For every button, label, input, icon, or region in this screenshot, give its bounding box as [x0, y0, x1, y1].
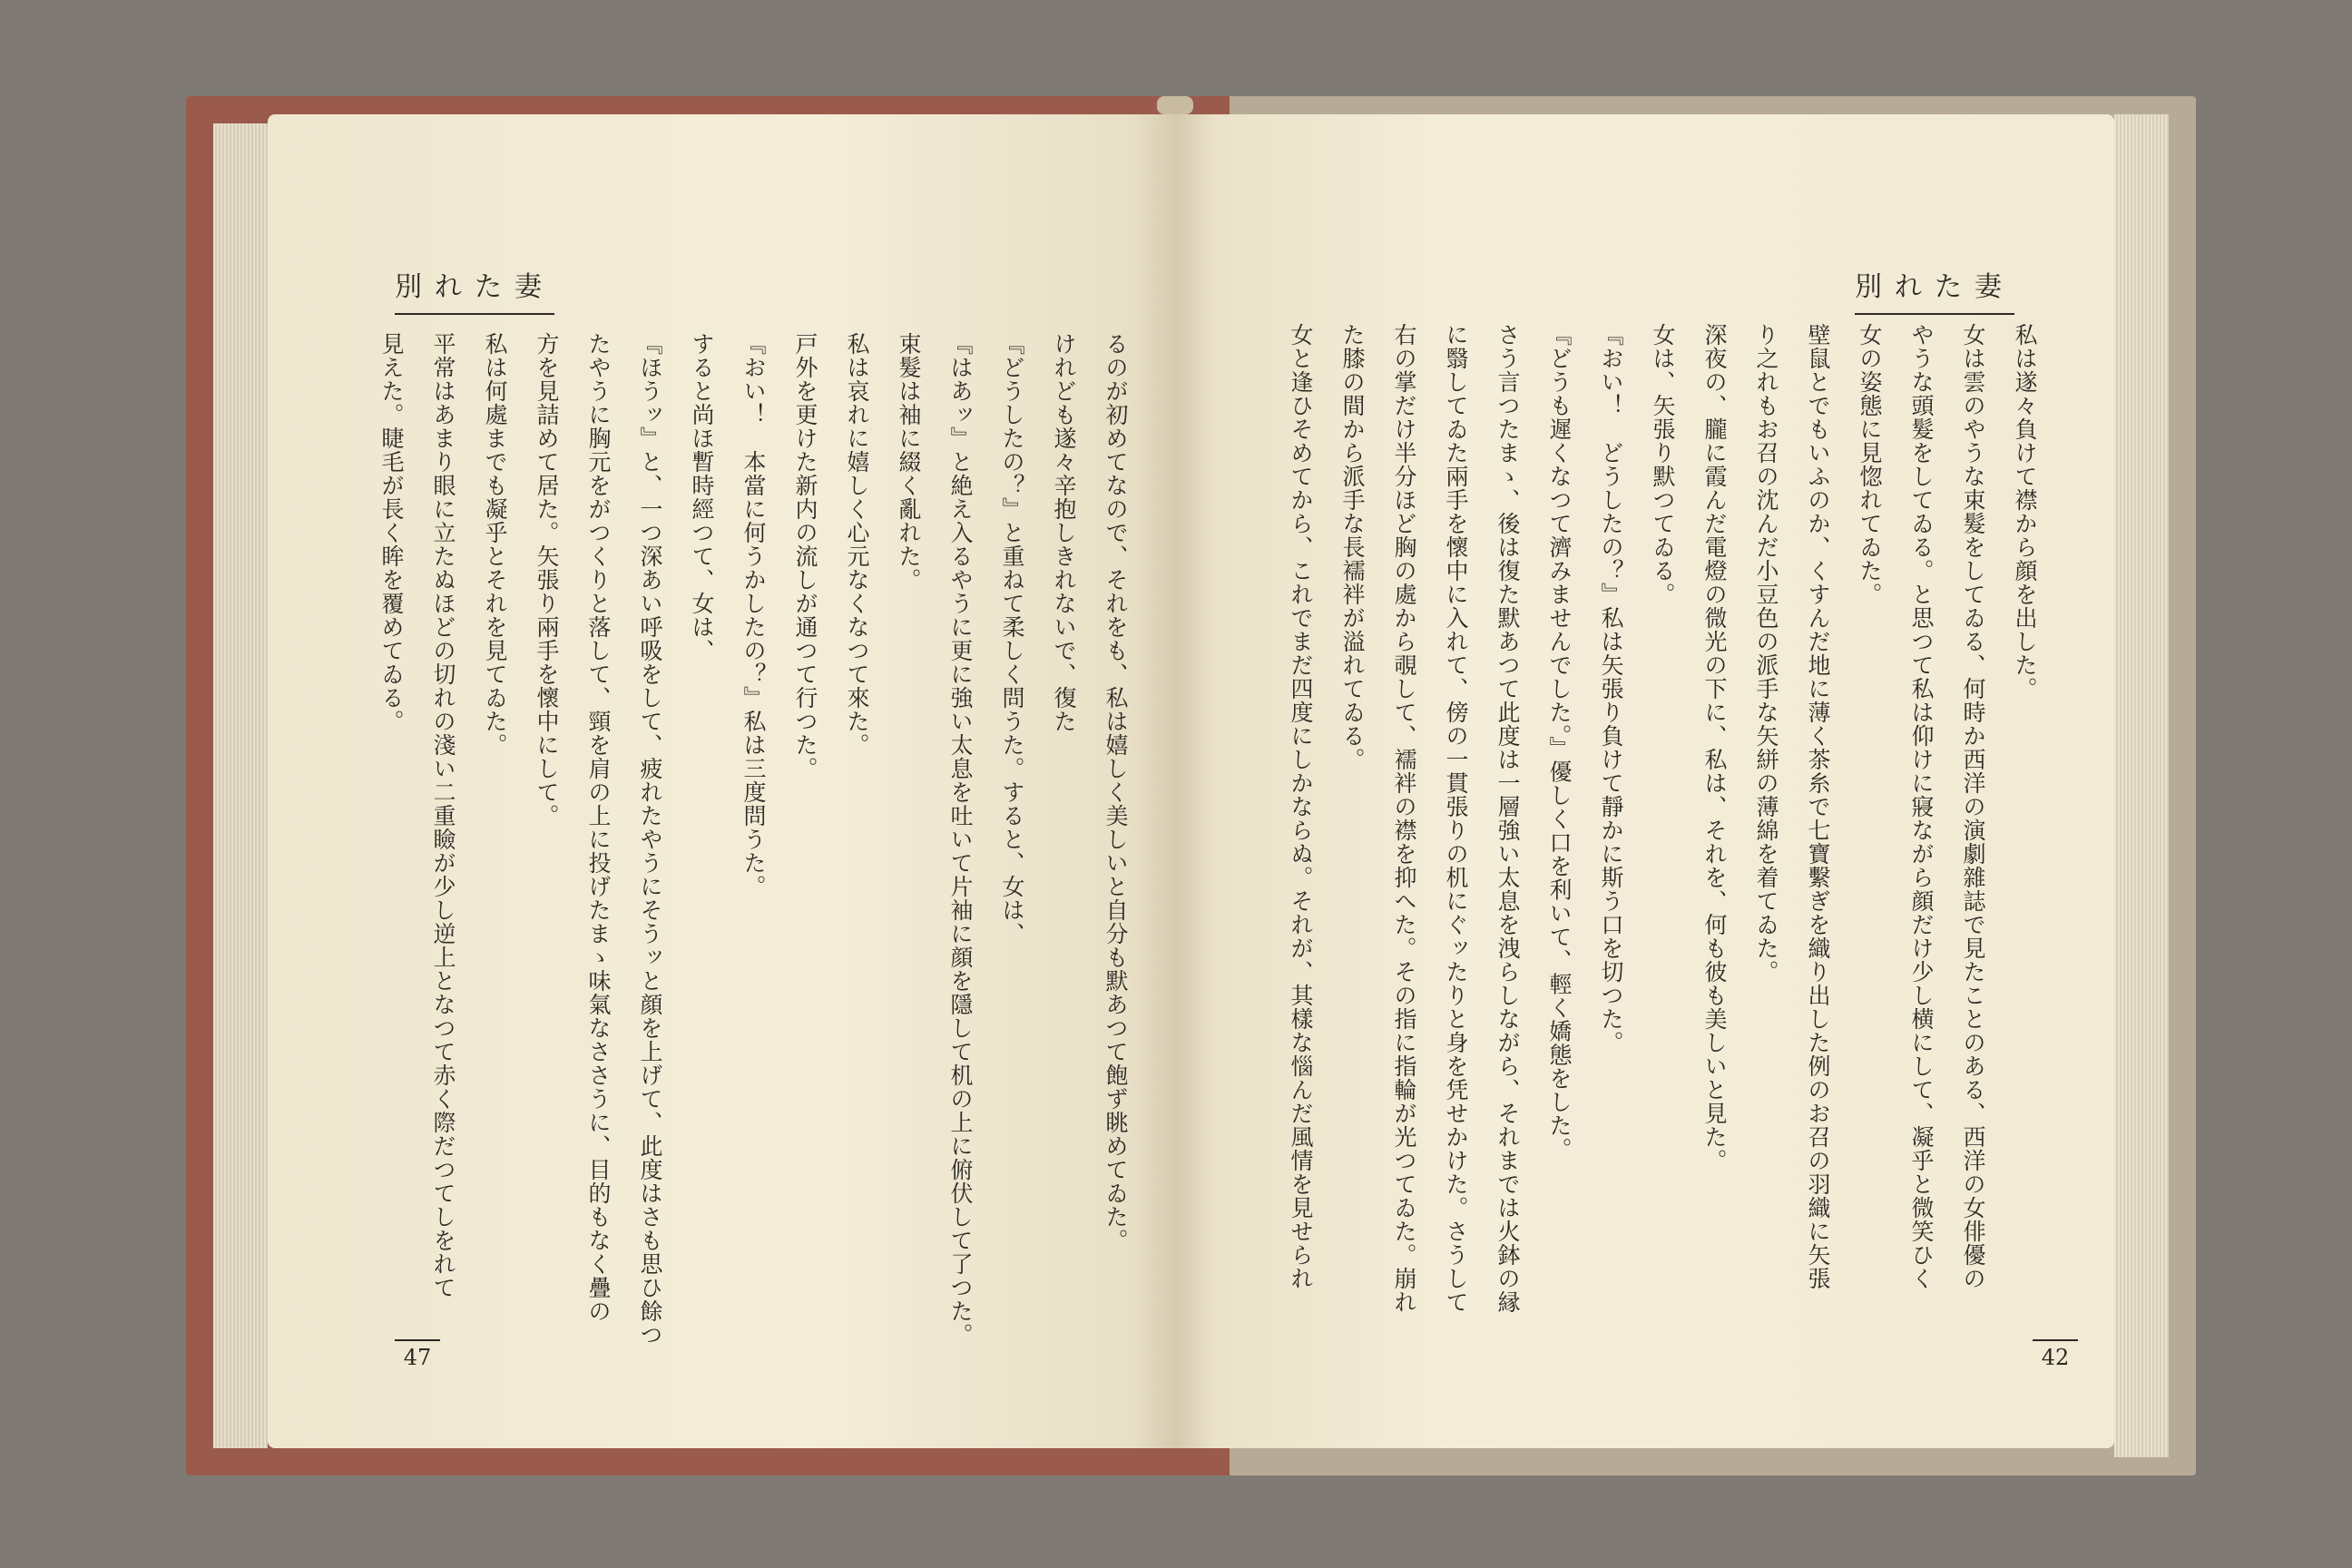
text-line: 女は、矢張り默つてゐる。 — [1650, 323, 1676, 606]
text-line: さう言つたまゝ、後は復た默あつて此度は一層強い太息を洩らしながら、それまでは火鉢の縁 — [1494, 323, 1521, 1314]
text-line: たやうに胸元をがつくりと落して、頸を肩の上に投げたまゝ味氣なささうに、目的もなく疊の — [585, 332, 612, 1323]
left-page — [268, 114, 1178, 1448]
text-line: 方を見詰めて居た。矢張り兩手を懷中にして。 — [534, 332, 560, 828]
text-line: 戸外を更けた新内の流しが通つて行つた。 — [792, 332, 818, 780]
page-edges-right — [2114, 114, 2169, 1457]
text-line: 女と逢ひそめてから、これでまだ四度にしかならぬ。それが、其樣な惱んだ風情を見せられ — [1288, 323, 1314, 1290]
text-line: るのが初めてなので、それをも、私は嬉しく美しいと自分も默あつて飽ず眺めてゐた。 — [1102, 332, 1129, 1252]
spine-binding — [1157, 96, 1193, 114]
text-line: すると尚ほ暫時經つて、女は、 — [689, 332, 715, 662]
text-line: 深夜の、朧に霞んだ電燈の微光の下に、私は、それを、何も彼も美しいと見た。 — [1701, 323, 1728, 1172]
text-line: 束髮は袖に綴く亂れた。 — [896, 332, 922, 592]
text-line: に翳してゐた兩手を懷中に入れて、傍の一貫張りの机にぐッたりと身を凭せかけた。さうして — [1443, 323, 1469, 1314]
text-line: 女の姿態に見惚れてゐた。 — [1857, 323, 1883, 606]
text-line: 平常はあまり眼に立たぬほどの切れの淺い二重瞼が少し逆上となつて赤く際だつてしをれて — [430, 332, 456, 1299]
left-page-number: 47 — [395, 1339, 440, 1370]
text-line: 『どうしたの？』と重ねて柔しく問うた。すると、女は、 — [999, 332, 1025, 946]
right-page — [1178, 114, 2114, 1448]
text-line: り之れもお召の沈んだ小豆色の派手な矢絣の薄綿を着てゐた。 — [1753, 323, 1779, 984]
text-line: 『はあッ』と絶え入るやうに更に強い太息を吐いて片袖に顔を隱して机の上に俯伏して了つた。 — [947, 332, 974, 1347]
text-line: 女は雲のやうな束髮をしてゐる、何時か西洋の演劇雜誌で見たことのある、西洋の女俳優の — [1960, 323, 1986, 1290]
page-edges-left — [213, 123, 268, 1448]
text-line: 『ほうッ』と、一つ深あい呼吸をして、疲れたやうにそうッと顔を上げて、此度はさも思ひ餘つ — [637, 332, 663, 1347]
left-page-header: 別れた妻 — [395, 264, 554, 315]
text-line: た膝の間から派手な長襦袢が溢れてゐる。 — [1339, 323, 1366, 771]
right-page-header: 別れた妻 — [1855, 264, 2014, 315]
text-line: 壁鼠とでもいふのか、くすんだ地に薄く茶糸で七寶繫ぎを織り出した例のお召の羽織に矢張 — [1805, 323, 1831, 1290]
text-line: 『どうも遲くなつて濟みませんでした。』優しく口を利いて、輕く嬌態をした。 — [1546, 323, 1573, 1161]
open-book — [186, 96, 2196, 1475]
text-line: けれども遂々辛抱しきれないで、復た — [1051, 332, 1077, 733]
text-line: 私は遂々負けて襟から顔を出した。 — [2012, 323, 2038, 701]
text-line: 『おい！ どうしたの？』私は矢張り負けて靜かに斯う口を切つた。 — [1598, 323, 1624, 1054]
right-page-number: 42 — [2033, 1339, 2078, 1370]
text-line: 見えた。睫毛が長く眸を覆めてゐる。 — [378, 332, 405, 733]
text-line: 『おい！ 本當に何うかしたの？』私は三度問うた。 — [740, 332, 767, 898]
text-line: 私は哀れに嬉しく心元なくなつて來た。 — [844, 332, 870, 757]
text-line: やうな頭髮をしてゐる。と思つて私は仰けに寢ながら顔だけ少し横にして、凝乎と微笑ひく — [1908, 323, 1935, 1290]
text-line: 右の掌だけ半分ほど胸の處から覗して、襦袢の襟を抑へた。その指に指輪が光つてゐた。崩れ — [1391, 323, 1417, 1314]
right-page-text — [1275, 323, 2051, 1367]
left-page-text — [366, 332, 1142, 1376]
text-line: 私は何處までも凝乎とそれを見てゐた。 — [482, 332, 508, 757]
